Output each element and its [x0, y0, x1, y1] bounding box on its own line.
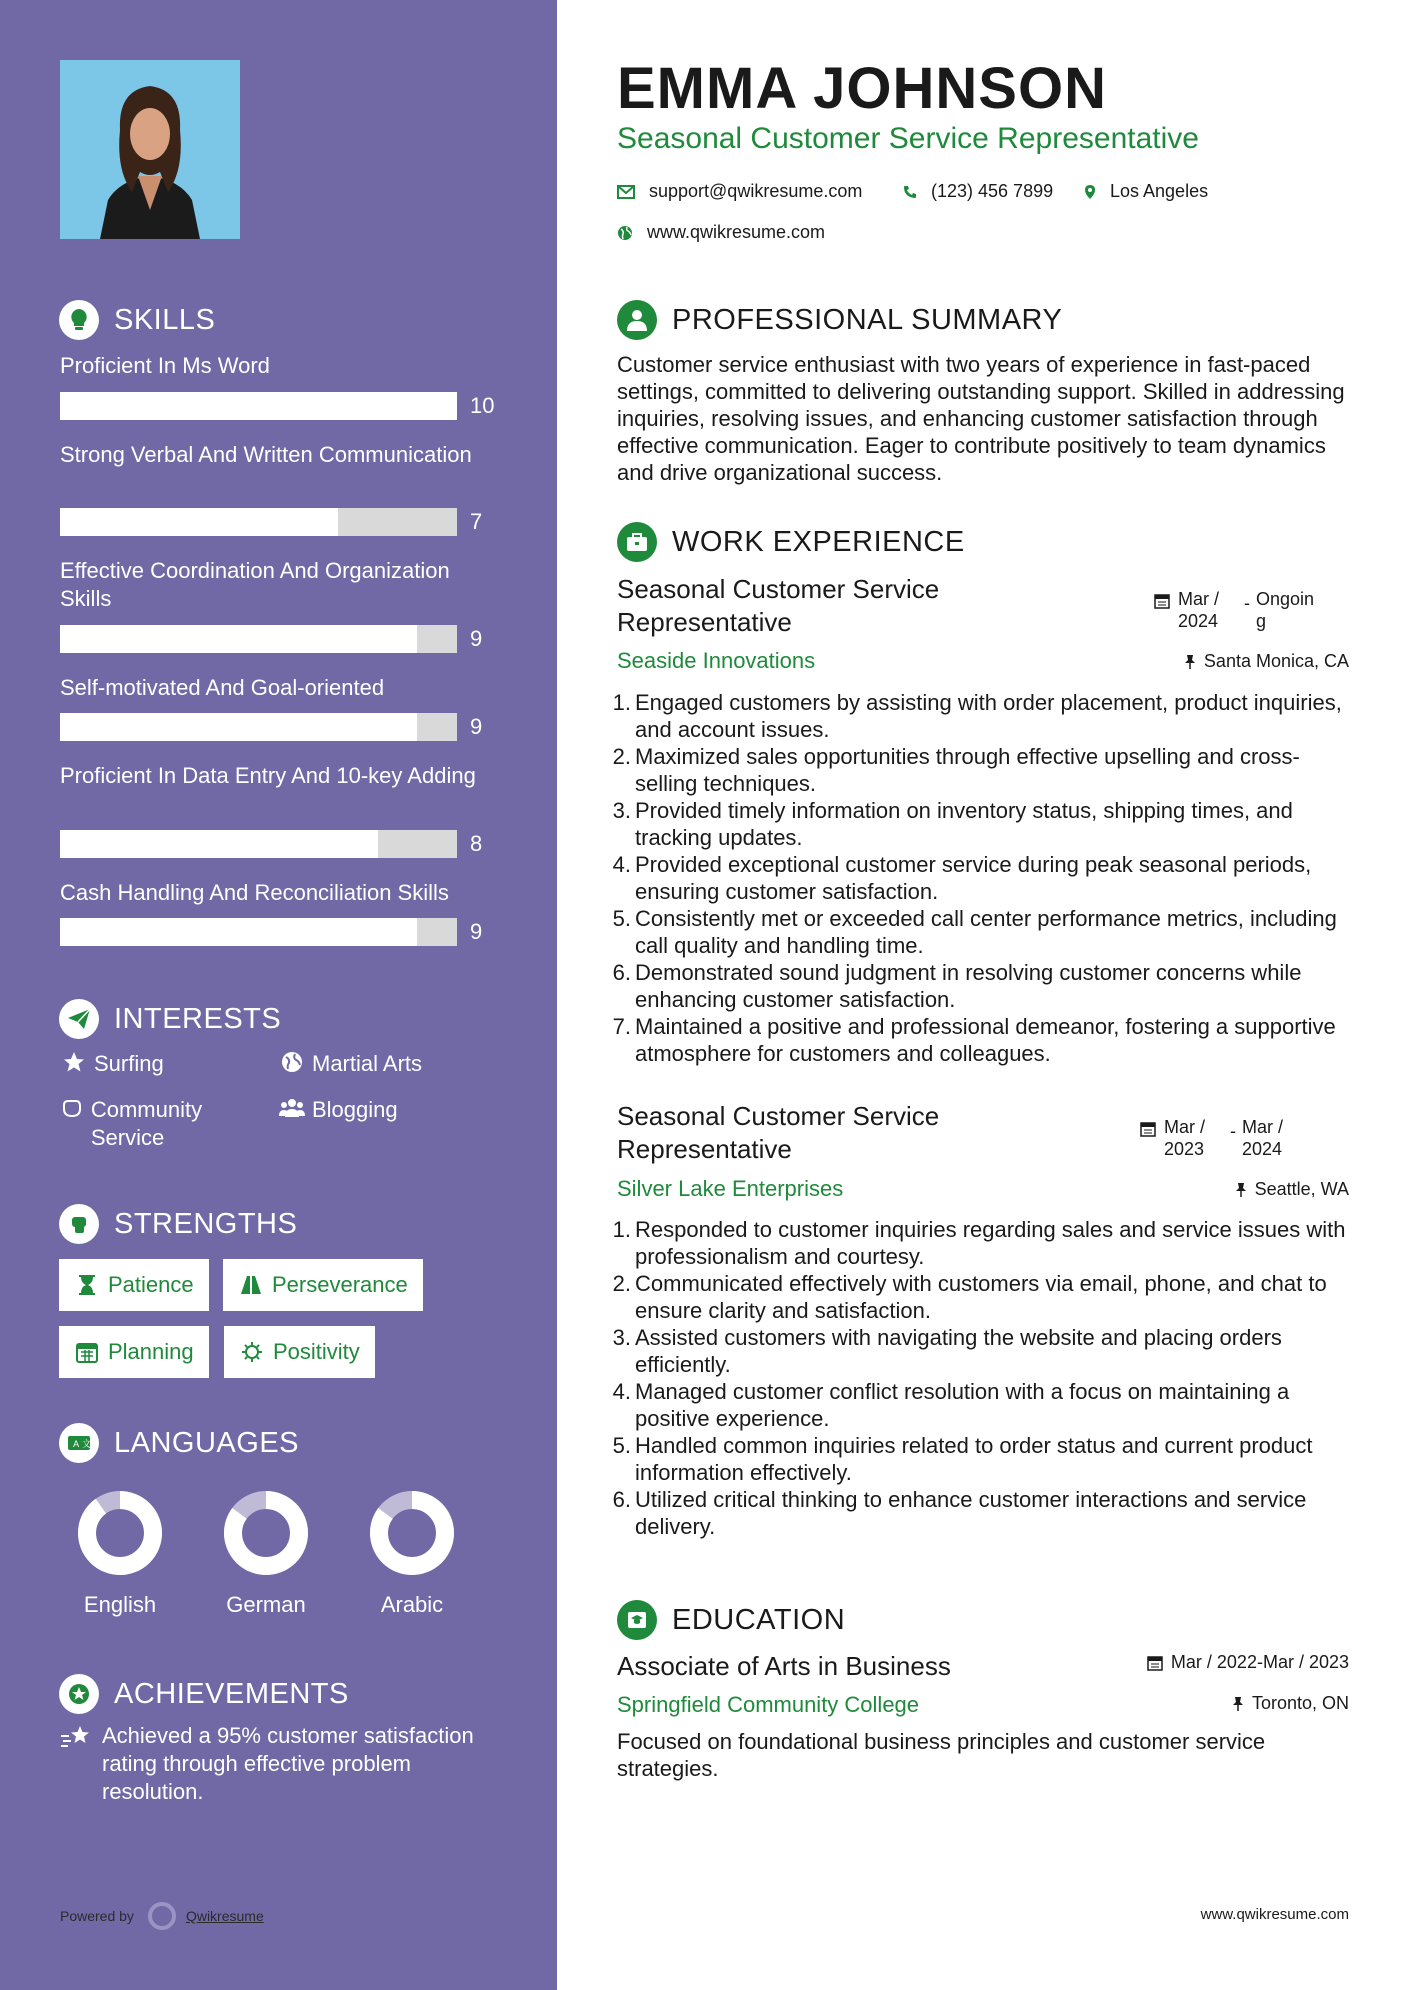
job-bullet: Provided exceptional customer service during peak seasonal periods, ensuring customer satisfaction.: [635, 852, 1312, 904]
strength-label: Patience: [108, 1272, 194, 1297]
strength-label: Perseverance: [272, 1272, 408, 1297]
skill-bar: [60, 625, 457, 653]
education-degree: Associate of Arts in Business: [617, 1651, 951, 1681]
language-icon: [59, 1423, 99, 1463]
language-label: English: [83, 1592, 157, 1617]
date-separator: -: [1244, 593, 1250, 613]
job-bullets: [617, 689, 1362, 1067]
education-location: [1232, 1693, 1349, 1714]
map-pin-icon: [1084, 184, 1096, 200]
strength-chip: [223, 1259, 423, 1311]
interest-label: Martial Arts: [312, 1051, 423, 1076]
paper-plane-icon: [59, 999, 99, 1039]
strength-chip: [59, 1259, 209, 1311]
calendar-icon: [1154, 588, 1170, 614]
experience-heading: [617, 522, 965, 562]
phone-icon: [903, 185, 917, 199]
language-ring: [369, 1490, 455, 1576]
skill-value: 8: [470, 831, 483, 856]
qwikresume-link[interactable]: Qwikresume: [185, 1908, 264, 1924]
globe-icon: [617, 225, 633, 241]
job-location: [1235, 1179, 1349, 1200]
contact-phone: [903, 181, 1053, 202]
globe-icon: [278, 1050, 306, 1073]
strength-chip: [224, 1326, 375, 1378]
skills-title: SKILLS: [114, 303, 216, 336]
strengths-heading: [59, 1204, 297, 1244]
skill-label: Proficient In Ms Word: [60, 353, 270, 378]
education-description: Focused on foundational business principles and customer service strategies.: [617, 1729, 1266, 1781]
interest-label: Community Service: [90, 1097, 203, 1150]
job-bullet: Maintained a positive and professional demeanor, fostering a supportive atmosphere for customers and colleagues.: [635, 1014, 1336, 1066]
contact-location: [1084, 181, 1208, 202]
job-location-text: Santa Monica, CA: [1203, 651, 1349, 671]
job-bullets: [617, 1216, 1362, 1540]
interest-label: Blogging: [312, 1097, 398, 1122]
skill-label: Self-motivated And Goal-oriented: [60, 675, 385, 700]
strength-label: Planning: [108, 1339, 194, 1364]
skill-bar-fill: [60, 625, 417, 653]
summary-title: PROFESSIONAL SUMMARY: [672, 303, 1063, 336]
experience-title: WORK EXPERIENCE: [672, 525, 965, 558]
svg-text:A 文: A 文: [73, 1440, 91, 1450]
skills-heading: [59, 300, 215, 340]
job-role: Seasonal Customer Service Representative: [617, 1101, 940, 1164]
language-label: German: [226, 1592, 306, 1617]
skill-value: 9: [470, 626, 483, 651]
job-bullet: Assisted customers with navigating the website and placing orders efficiently.: [635, 1325, 1282, 1377]
email-text[interactable]: support@qwikresume.com: [649, 181, 863, 201]
date-separator: -: [1230, 1121, 1236, 1141]
achievement-text: Achieved a 95% customer satisfaction rating through effective problem resolution.: [102, 1723, 474, 1804]
lightbulb-icon: [59, 300, 99, 340]
summary-heading: [617, 300, 1062, 340]
education-heading: [617, 1600, 845, 1640]
education-school: Springfield Community College: [617, 1692, 920, 1717]
languages-heading: [59, 1423, 299, 1463]
language-ring: [223, 1490, 309, 1576]
achievements-heading: [59, 1674, 349, 1714]
job-bullet: Demonstrated sound judgment in resolving customer concerns while enhancing customer satisfaction.: [635, 960, 1302, 1012]
education-location-text: Toronto, ON: [1251, 1693, 1349, 1713]
fist-icon: [59, 1204, 99, 1244]
website-text[interactable]: www.qwikresume.com: [647, 222, 826, 242]
envelope-icon: [617, 185, 635, 199]
award-star-icon: [59, 1674, 99, 1714]
job-bullet: Provided timely information on inventory status, shipping times, and tracking updates.: [635, 798, 1293, 850]
job-location-text: Seattle, WA: [1254, 1179, 1349, 1199]
language-label: Arabic: [380, 1592, 444, 1617]
job-role: Seasonal Customer Service Representative: [617, 574, 940, 637]
candidate-title: Seasonal Customer Service Representative: [617, 122, 1199, 155]
skill-bar-fill: [60, 392, 457, 420]
strengths-title: STRENGTHS: [114, 1207, 298, 1240]
skill-bar: [60, 713, 457, 741]
sidebar: [0, 0, 557, 1990]
achievements-title: ACHIEVEMENTS: [114, 1677, 349, 1710]
road-icon: [238, 1275, 264, 1295]
language-item: [342, 1490, 482, 1618]
skill-label: Cash Handling And Reconciliation Skills: [60, 880, 449, 905]
skill-bar: [60, 918, 457, 946]
qwikresume-logo-icon: [148, 1902, 176, 1930]
profile-photo: [60, 60, 240, 239]
job-start-date: Mar / 2024: [1178, 589, 1220, 631]
star-icon: [60, 1050, 88, 1073]
phone-text[interactable]: (123) 456 7899: [931, 181, 1054, 201]
pushpin-icon: [1232, 1696, 1244, 1712]
job-bullet: Communicated effectively with customers via email, phone, and chat to ensure clarity and satisfaction.: [635, 1271, 1327, 1323]
education-dates: [1147, 1652, 1349, 1673]
powered-by: [60, 1902, 264, 1930]
job-start-date: Mar / 2023: [1164, 1117, 1206, 1159]
calendar-icon: [74, 1341, 100, 1363]
skill-label: Strong Verbal And Written Communication: [60, 442, 472, 467]
skill-value: 7: [470, 509, 483, 534]
location-text: Los Angeles: [1110, 181, 1209, 201]
interest-item: [278, 1050, 422, 1078]
skill-bar-fill: [60, 713, 417, 741]
job-bullet: Managed customer conflict resolution with a focus on maintaining a positive experience.: [635, 1379, 1290, 1431]
job-dates: [1140, 1116, 1302, 1160]
skill-bar-fill: [60, 508, 338, 536]
job-end-date: Mar / 2024: [1242, 1117, 1284, 1159]
job-end-date: Ongoin g: [1256, 589, 1315, 631]
job-company: Silver Lake Enterprises: [617, 1176, 844, 1201]
briefcase-icon: [617, 522, 657, 562]
strength-chip: [59, 1326, 209, 1378]
calendar-icon: [1140, 1116, 1156, 1142]
job-bullet: Handled common inquiries related to order status and current product information effectively.: [635, 1433, 1313, 1485]
language-item: [50, 1490, 190, 1618]
skill-value: 9: [470, 919, 483, 944]
candidate-name: EMMA JOHNSON: [617, 56, 1107, 121]
shooting-star-icon: [60, 1722, 92, 1806]
job-bullet: Engaged customers by assisting with order placement, product inquiries, and account issues.: [635, 690, 1342, 742]
skill-label: Proficient In Data Entry And 10-key Adding: [60, 763, 476, 788]
skill-bar: [60, 830, 457, 858]
job-bullet: Utilized critical thinking to enhance customer interactions and service delivery.: [635, 1487, 1307, 1539]
education-title: EDUCATION: [672, 1603, 846, 1636]
job-dates: [1154, 588, 1322, 632]
job-location: [1184, 651, 1349, 672]
graduation-cap-icon: [617, 1600, 657, 1640]
sun-icon: [239, 1341, 265, 1363]
skill-bar: [60, 508, 457, 536]
skill-value: 10: [470, 393, 495, 418]
language-item: [196, 1490, 336, 1618]
interest-item: [60, 1096, 260, 1152]
pushpin-icon: [1184, 654, 1196, 670]
skill-bar: [60, 392, 457, 420]
contact-website: [617, 222, 825, 243]
user-icon: [617, 300, 657, 340]
calendar-icon: [1147, 1655, 1163, 1671]
achievement-item: [60, 1722, 500, 1806]
interests-title: INTERESTS: [114, 1002, 282, 1035]
interest-label: Surfing: [94, 1051, 164, 1076]
job-bullet: Maximized sales opportunities through effective upselling and cross-selling techniques.: [635, 744, 1300, 796]
skill-value: 9: [470, 714, 483, 739]
pushpin-icon: [1235, 1182, 1247, 1198]
interest-item: [278, 1096, 398, 1124]
users-icon: [278, 1096, 306, 1119]
powered-by-label: Powered by: [60, 1908, 134, 1924]
interests-heading: [59, 999, 281, 1039]
education-dates-text: Mar / 2022-Mar / 2023: [1170, 1652, 1349, 1672]
language-ring: [77, 1490, 163, 1576]
skill-bar-fill: [60, 918, 417, 946]
skill-label: Effective Coordination And Organization Skills: [60, 558, 450, 611]
job-company: Seaside Innovations: [617, 648, 816, 673]
interest-item: [60, 1050, 164, 1078]
job-bullet: Responded to customer inquiries regarding sales and service issues with professionalism and courtesy.: [635, 1217, 1346, 1269]
summary-text: Customer service enthusiast with two years of experience in fast-paced settings, committed to delivering outstanding support. Skilled in addressing inquiries, resolving issues, and enhancing customer satisfaction through effective communication. Eager to contribute positively to team dynamics and drive organizational success.: [617, 352, 1345, 485]
contact-email: [617, 181, 862, 202]
strength-label: Positivity: [273, 1339, 360, 1364]
footer-url[interactable]: www.qwikresume.com: [1200, 1906, 1349, 1923]
hourglass-icon: [74, 1274, 100, 1296]
skill-bar-fill: [60, 830, 378, 858]
job-bullet: Consistently met or exceeded call center performance metrics, including call quality and handling time.: [635, 906, 1337, 958]
languages-title: LANGUAGES: [114, 1426, 299, 1459]
hand-icon: [60, 1096, 85, 1119]
